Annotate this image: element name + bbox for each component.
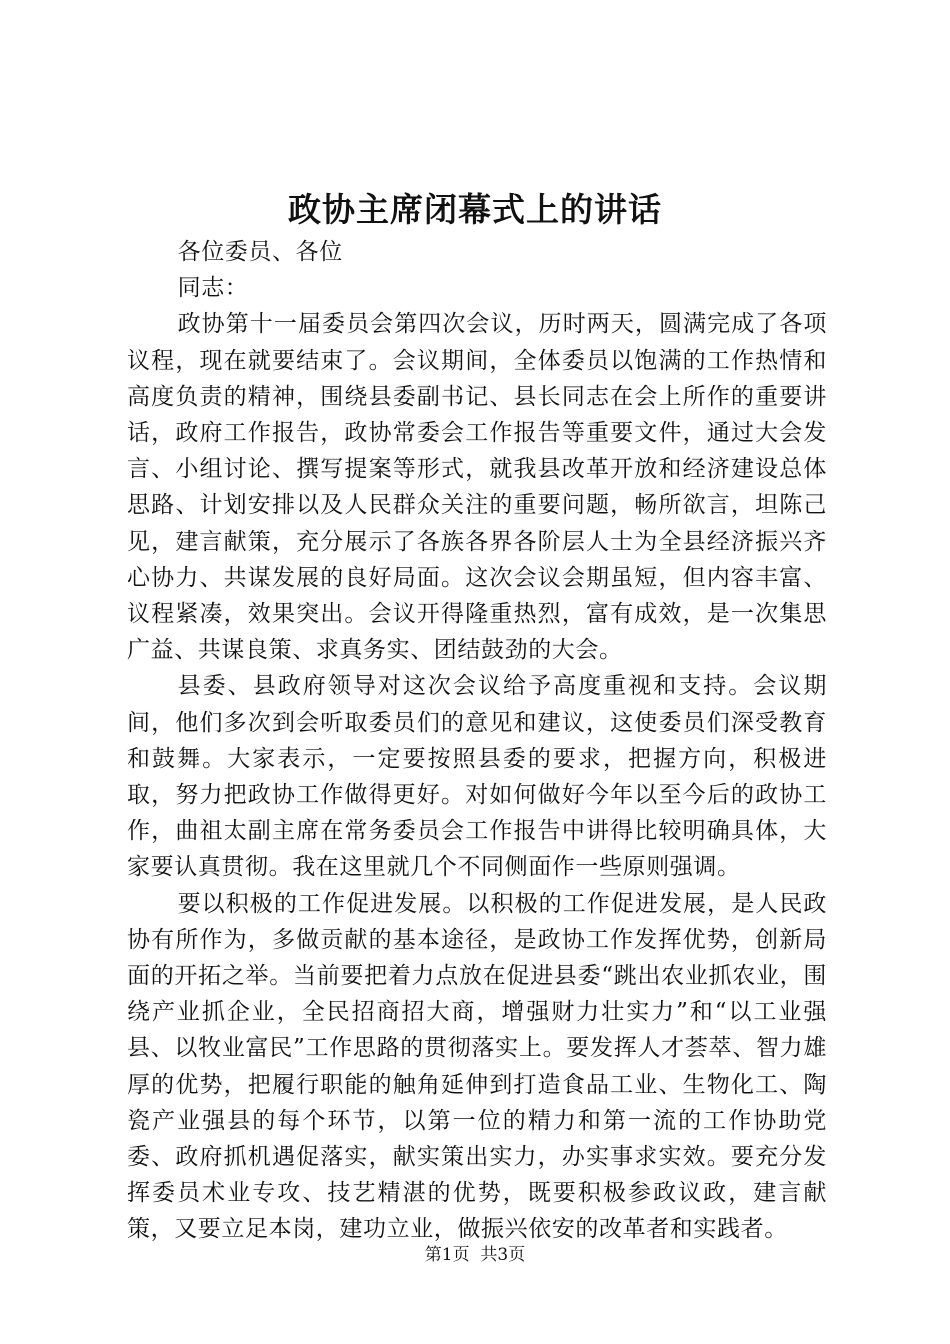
paragraph-1: 政协第十一届委员会第四次会议，历时两天，圆满完成了各项议程，现在就要结束了。会议期间，全体委员以饱满的工作热情和高度负责的精神，围绕县委副书记、县长同志在会上所作的重要讲话，政府工作报告，政协常委会工作报告等重要文件，通过大会发言、小组讨论、撰写提案等形式，就我县改革开放和经济建设总体思路、计划安排以及人民群众关注的重要问题，畅所欲言，坦陈己见，建言献策，充分展示了各族各界各阶层人士为全县经济振兴齐心协力、共谋发展的良好局面。这次会议会期虽短，但内容丰富、议程紧凑，效果突出。会议开得隆重热烈，富有成效，是一次集思广益、共谋良策、求真务实、团结鼓劲的大会。 xyxy=(127,311,827,664)
salutation-line-2: 同志： xyxy=(177,275,249,302)
document-title: 政协主席闭幕式上的讲话 xyxy=(288,190,662,229)
paragraph-2: 县委、县政府领导对这次会议给予高度重视和支持。会议期间，他们多次到会听取委员们的意见和建议，这使委员们深受教育和鼓舞。大家表示，一定要按照县委的要求，把握方向，积极进取，努力把政协工作做得更好。对如何做好今年以至今后的政协工作，曲祖太副主席在常务委员会工作报告中讲得比较明确具体，大家要认真贯彻。我在这里就几个不同侧面作一些原则强调。 xyxy=(127,673,827,881)
page-number-label: 第1页 共3页 xyxy=(424,1245,526,1265)
paragraph-3: 要以积极的工作促进发展。以积极的工作促进发展，是人民政协有所作为，多做贡献的基本途径，是政协工作发挥优势，创新局面的开拓之举。当前要把着力点放在促进县委“跳出农业抓农业，围绕产业抓企业，全民招商招大商，增强财力壮实力”和“以工业强县、以牧业富民”工作思路的贯彻落实上。要发挥人才荟萃、智力雄厚的优势，把履行职能的触角延伸到打造食品工业、生物化工、陶瓷产业强县的每个环节，以第一位的精力和第一流的工作协助党委、政府抓机遇促落实，献实策出实力，办实事求实效。要充分发挥委员术业专攻、技艺精湛的优势，既要积极参政议政，建言献策，又要立足本岗，建功立业，做振兴依安的改革者和实践者。 xyxy=(127,890,827,1243)
document-body xyxy=(127,234,827,1248)
salutation-line-1: 各位委员、各位 xyxy=(177,239,343,265)
page-footer xyxy=(0,1243,950,1267)
